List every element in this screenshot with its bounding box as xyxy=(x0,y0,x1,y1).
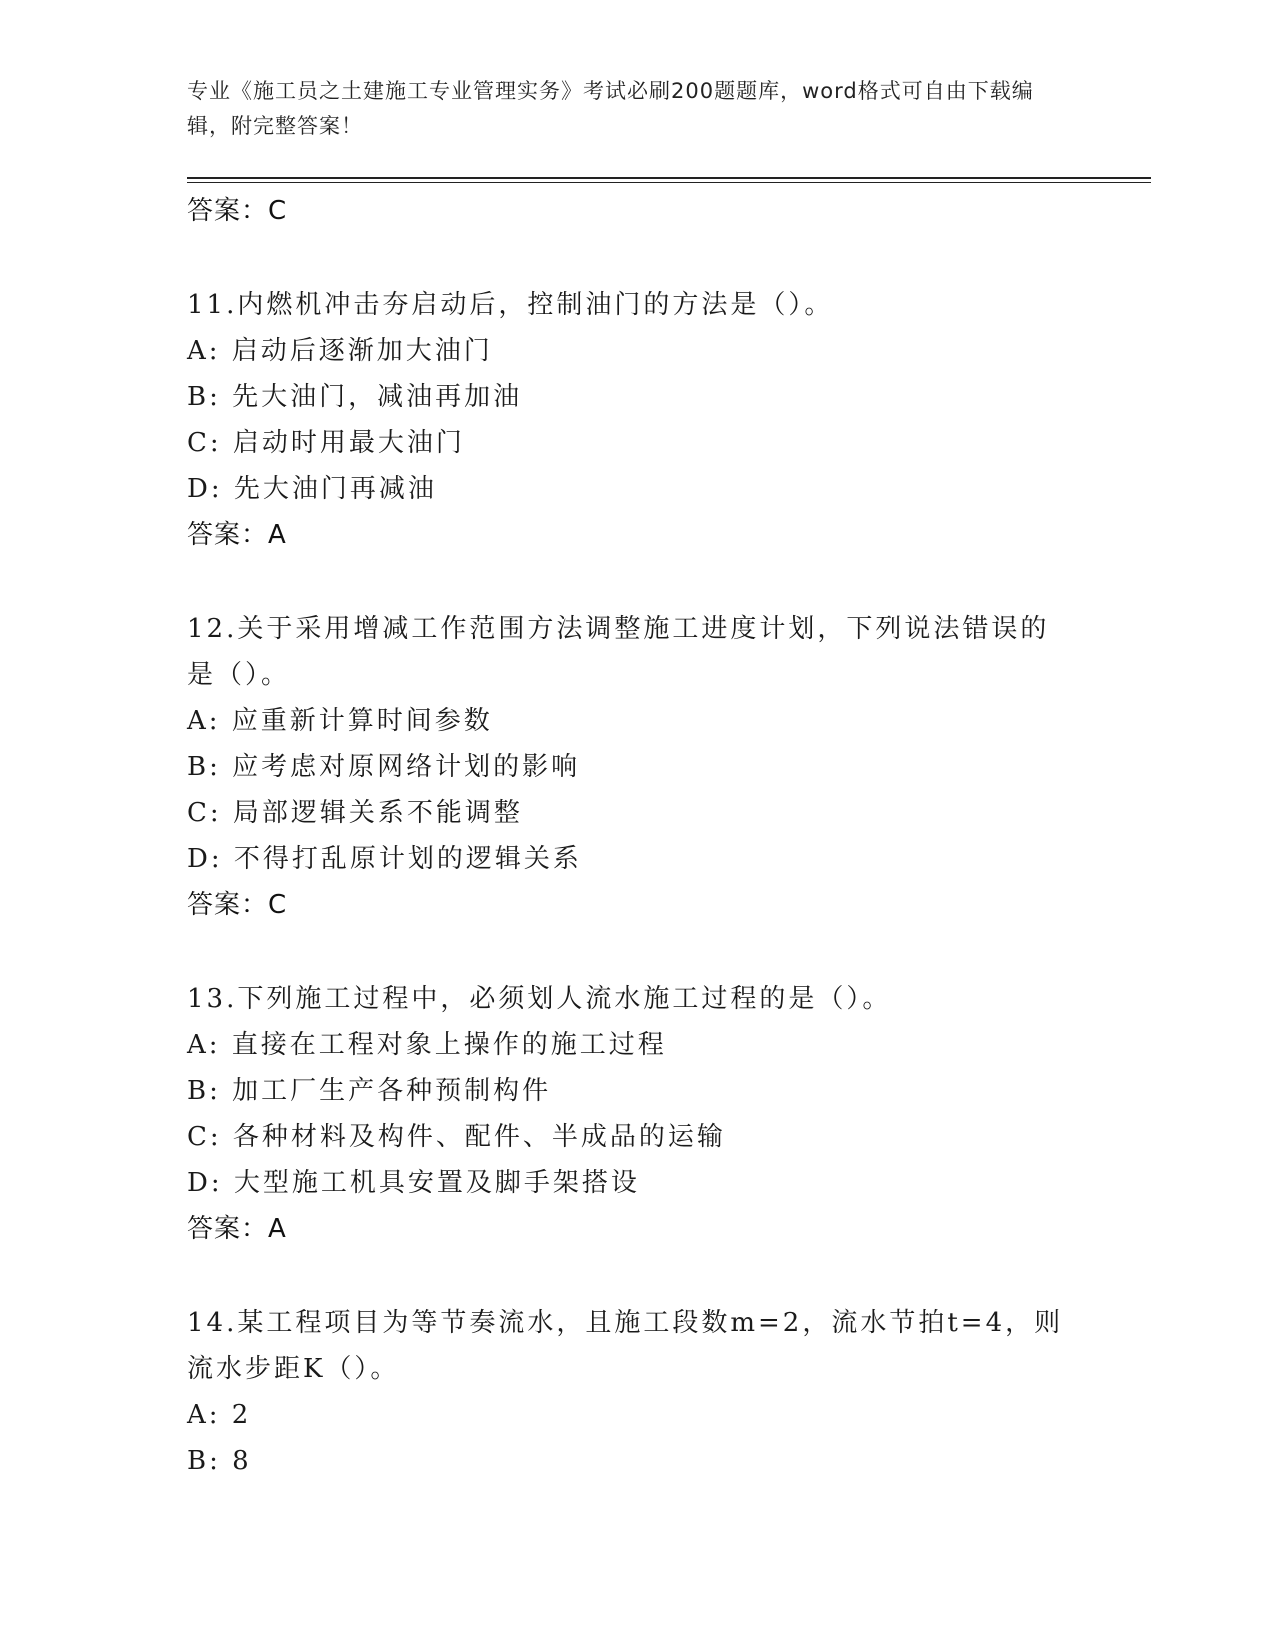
question-stem: 11.内燃机冲击夯启动后，控制油门的方法是（）。 xyxy=(187,290,834,320)
option-b: B: 应考虑对原网络计划的影响 xyxy=(187,752,581,782)
option-a: A: 直接在工程对象上操作的施工过程 xyxy=(187,1030,667,1060)
answer-text: 答案：A xyxy=(187,1214,287,1244)
option-c: C: 局部逻辑关系不能调整 xyxy=(187,798,523,828)
question-stem: 13.下列施工过程中，必须划人流水施工过程的是（）。 xyxy=(187,984,892,1014)
header-divider-thick xyxy=(187,177,1151,179)
question-block xyxy=(187,606,1077,928)
option-a: A: 2 xyxy=(187,1400,252,1430)
option-b: B: 8 xyxy=(187,1446,252,1476)
option-b: B: 加工厂生产各种预制构件 xyxy=(187,1076,552,1106)
option-b: B: 先大油门，减油再加油 xyxy=(187,382,523,412)
option-a: A: 启动后逐渐加大油门 xyxy=(187,336,493,366)
answer-text: 答案：C xyxy=(187,196,288,226)
option-c: C: 各种材料及构件、配件、半成品的运输 xyxy=(187,1122,726,1152)
question-stem: 14.某工程项目为等节奏流水，且施工段数m=2，流水节拍t=4，则流水步距K（）。 xyxy=(187,1308,1064,1384)
question-block xyxy=(187,1300,1077,1484)
answer-text: 答案：C xyxy=(187,890,288,920)
question-block xyxy=(187,976,1077,1252)
header-divider-thin xyxy=(187,182,1151,183)
question-block xyxy=(187,282,1077,558)
option-d: D: 先大油门再减油 xyxy=(187,474,437,504)
answer-text: 答案：A xyxy=(187,520,287,550)
option-a: A: 应重新计算时间参数 xyxy=(187,706,493,736)
page-header-text: 专业《施工员之土建施工专业管理实务》考试必刷200题题库，word格式可自由下载编辑，附完整答案！ xyxy=(187,79,1034,138)
question-list xyxy=(187,188,1077,1484)
option-d: D: 大型施工机具安置及脚手架搭设 xyxy=(187,1168,640,1198)
question-stem: 12.关于采用增减工作范围方法调整施工进度计划，下列说法错误的是（）。 xyxy=(187,614,1050,690)
option-d: D: 不得打乱原计划的逻辑关系 xyxy=(187,844,582,874)
option-c: C: 启动时用最大油门 xyxy=(187,428,465,458)
